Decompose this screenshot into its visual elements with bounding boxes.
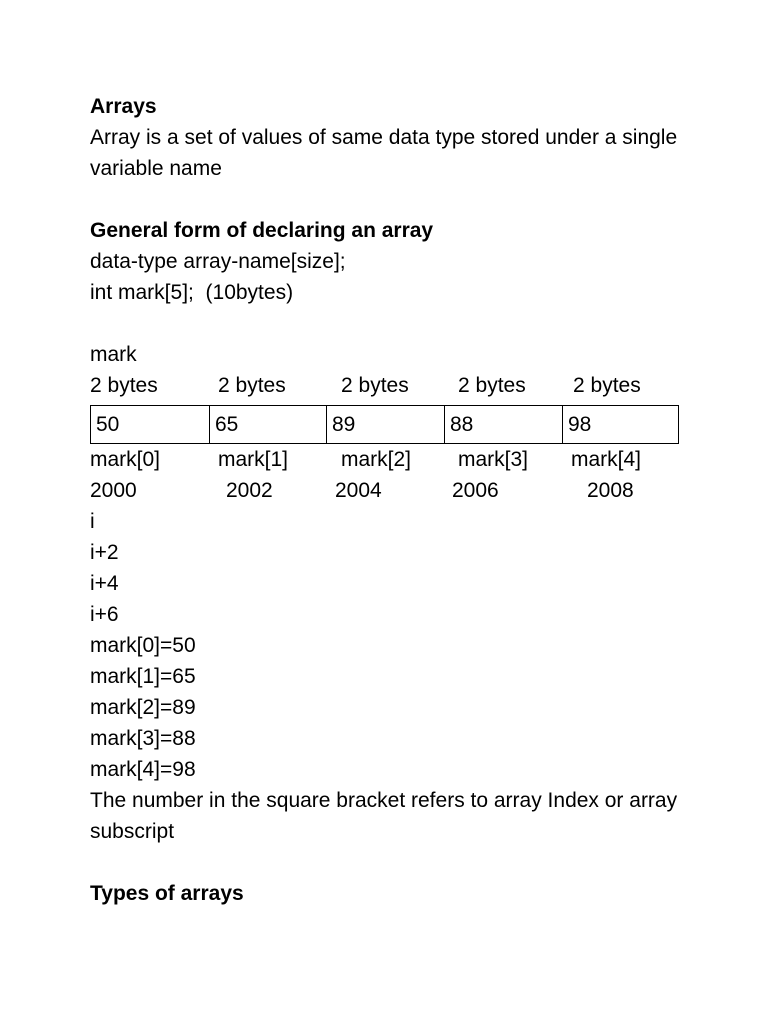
table-cell: 98 bbox=[563, 406, 679, 444]
assignment-line: mark[4]=98 bbox=[90, 758, 196, 781]
index-label: mark[4] bbox=[571, 448, 642, 471]
address-label: 2002 bbox=[226, 479, 273, 502]
size-row bbox=[90, 370, 690, 401]
offset-line: i+6 bbox=[90, 603, 119, 626]
size-label: 2 bytes bbox=[341, 374, 409, 397]
table-cell: 89 bbox=[327, 406, 445, 444]
spacer bbox=[90, 847, 690, 878]
offset-line: i+2 bbox=[90, 541, 119, 564]
heading-types: Types of arrays bbox=[90, 882, 244, 905]
index-label: mark[3] bbox=[458, 448, 529, 471]
spacer bbox=[90, 184, 690, 215]
syntax-line: data-type array-name[size]; bbox=[90, 250, 346, 273]
array-label: mark bbox=[90, 343, 137, 366]
address-label: 2004 bbox=[335, 479, 382, 502]
index-label: mark[1] bbox=[218, 448, 289, 471]
document-page bbox=[90, 91, 690, 909]
assignment-line: mark[2]=89 bbox=[90, 696, 196, 719]
address-label: 2008 bbox=[587, 479, 634, 502]
index-label: mark[0] bbox=[90, 448, 161, 471]
address-row bbox=[90, 475, 690, 506]
size-label: 2 bytes bbox=[458, 374, 526, 397]
heading-arrays: Arrays bbox=[90, 95, 157, 118]
assignment-line: mark[1]=65 bbox=[90, 665, 196, 688]
assignment-line: mark[3]=88 bbox=[90, 727, 196, 750]
table-cell: 65 bbox=[210, 406, 327, 444]
example-line: int mark[5]; (10bytes) bbox=[90, 281, 294, 304]
address-label: 2006 bbox=[452, 479, 499, 502]
subscript-note: The number in the square bracket refers to array Index or array subscript bbox=[90, 789, 678, 843]
offset-line: i+4 bbox=[90, 572, 119, 595]
offset-line: i bbox=[90, 510, 95, 533]
size-label: 2 bytes bbox=[90, 374, 158, 397]
index-label: mark[2] bbox=[341, 448, 412, 471]
size-label: 2 bytes bbox=[218, 374, 286, 397]
assignment-line: mark[0]=50 bbox=[90, 634, 196, 657]
memory-table bbox=[90, 405, 679, 444]
table-row bbox=[91, 406, 679, 444]
array-definition: Array is a set of values of same data type stored under a single variable name bbox=[90, 126, 678, 180]
size-label: 2 bytes bbox=[573, 374, 641, 397]
table-cell: 88 bbox=[445, 406, 563, 444]
address-label: 2000 bbox=[90, 479, 137, 502]
heading-general-form: General form of declaring an array bbox=[90, 219, 434, 242]
table-cell: 50 bbox=[91, 406, 210, 444]
spacer bbox=[90, 308, 690, 339]
index-row bbox=[90, 444, 690, 475]
